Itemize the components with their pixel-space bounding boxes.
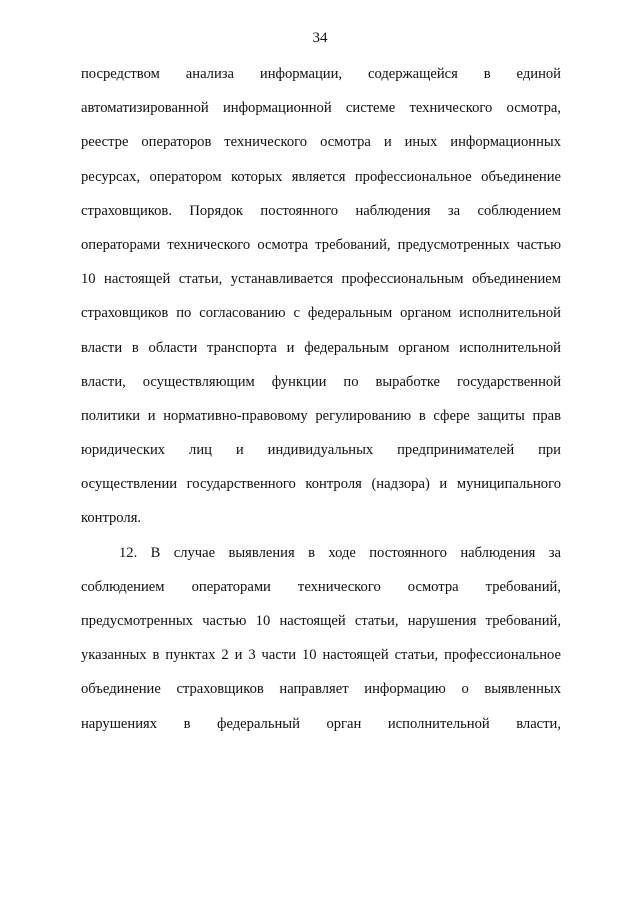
text-line: 10 настоящей статьи, устанавливается профессиональным объединением [81,271,561,288]
text-line: указанных в пунктах 2 и 3 части 10 настоящей статьи, профессиональное [81,647,561,664]
paragraph-first-line: 12. В случае выявления в ходе постоянного наблюдения за [119,544,561,561]
text-line: страховщиков. Порядок постоянного наблюдения за соблюдением [81,202,561,219]
text-line: контроля. [81,510,142,527]
text-line: осуществлении государственного контроля (надзора) и муниципального [81,476,561,493]
text-line: посредством анализа информации, содержащейся в единой [81,66,561,82]
text-line: ресурсах, оператором которых является профессиональное объединение [81,168,561,185]
text-line: операторами технического осмотра требований, предусмотренных частью [81,236,561,253]
text-line: власти в области транспорта и федеральным органом исполнительной [81,339,561,356]
text-line: политики и нормативно-правовому регулированию в сфере защиты прав [81,407,561,424]
text-line: юридических лиц и индивидуальных предпринимателей при [81,442,561,459]
page-number: 34 [312,30,328,46]
text-line: власти, осуществляющим функции по выработке государственной [81,373,561,390]
text-line: страховщиков по согласованию с федеральным органом исполнительной [81,305,561,322]
text-line: реестре операторов технического осмотра и иных информационных [81,134,561,151]
text-line: объединение страховщиков направляет информацию о выявленных [81,681,561,698]
text-line: соблюдением операторами технического осмотра требований, [81,578,561,595]
text-line: предусмотренных частью 10 настоящей статьи, нарушения требований, [81,613,561,629]
text-line: нарушениях в федеральный орган исполнительной власти, [81,715,561,732]
body-text [81,64,561,748]
text-line: автоматизированной информационной системе технического осмотра, [81,100,561,117]
